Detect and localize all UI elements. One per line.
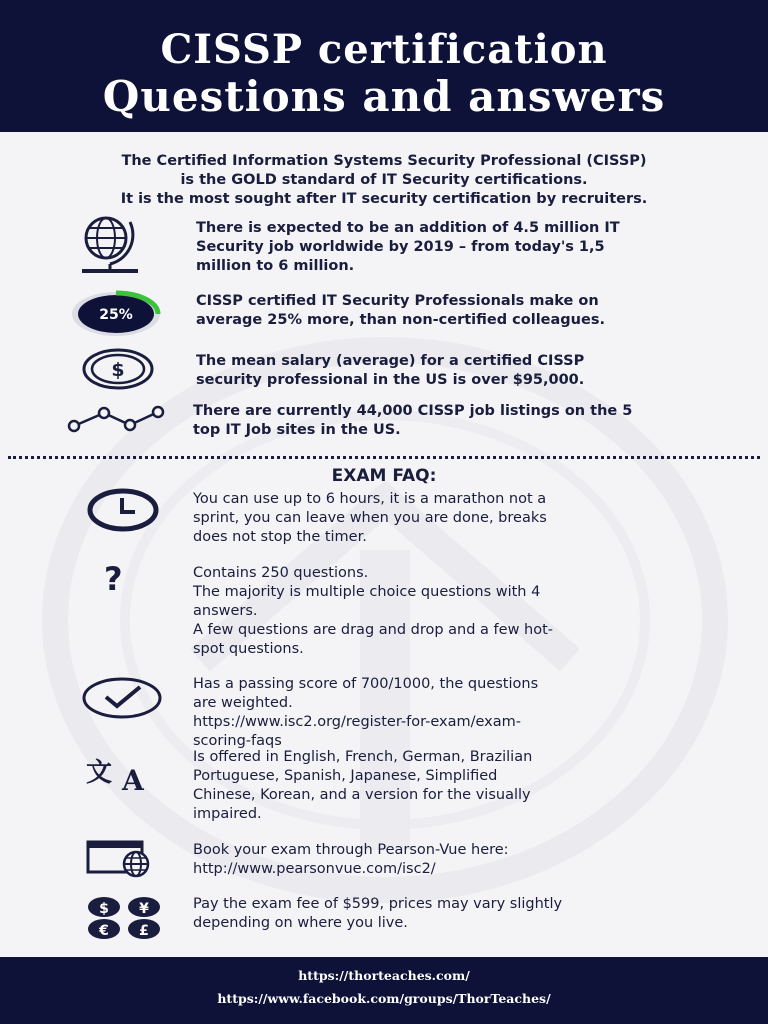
faq-line: Chinese, Korean, and a version for the visually [193, 787, 531, 803]
faq-line: http://www.pearsonvue.com/isc2/ [193, 861, 436, 877]
faq-line: Is offered in English, French, German, Brazilian [193, 749, 533, 765]
faq-line: Pay the exam fee of $599, prices may vary slightly [193, 896, 563, 912]
faq-line: impaired. [193, 806, 262, 822]
stat-line: CISSP certified IT Security Professionals make on [196, 293, 599, 309]
web-booking-icon [84, 838, 156, 880]
stat-line: Security job worldwide by 2019 – from today's 1,5 [196, 239, 605, 255]
gauge-label: 25% [99, 307, 133, 323]
footer-banner [0, 957, 768, 1024]
faq-line: Contains 250 questions. [193, 565, 369, 581]
clock-icon [86, 487, 160, 533]
translate-glyph-source: 文 [86, 758, 113, 788]
faq-languages [193, 748, 532, 824]
stat-salary-premium [196, 292, 605, 330]
header-banner [0, 0, 768, 132]
yen-glyph: ¥ [139, 901, 149, 917]
faq-line: You can use up to 6 hours, it is a marathon not a [193, 491, 547, 507]
dollar-coin-icon [81, 347, 155, 391]
dollar-glyph: $ [111, 359, 125, 381]
stat-line: There are currently 44,000 CISSP job listings on the 5 [193, 403, 633, 419]
stat-line: security professional in the US is over $95,000. [196, 372, 585, 388]
stat-jobs-growth [196, 219, 620, 276]
exam-faq-heading: EXAM FAQ: [331, 466, 437, 486]
question-mark-icon: ? [104, 560, 123, 598]
intro-line: is the GOLD standard of IT Security certifications. [180, 172, 588, 188]
percentage-gauge-icon [70, 289, 162, 339]
intro-text [0, 152, 768, 209]
faq-line: are weighted. [193, 695, 293, 711]
stat-mean-salary [196, 352, 584, 390]
faq-exam-duration [193, 490, 547, 547]
faq-line: sprint, you can leave when you are done, breaks [193, 510, 547, 526]
faq-line: Has a passing score of 700/1000, the questions [193, 676, 539, 692]
pound-glyph: £ [139, 923, 149, 939]
faq-line: Book your exam through Pearson-Vue here: [193, 842, 509, 858]
translate-icon [86, 752, 166, 796]
page-title-line2: Questions and answers [102, 72, 666, 121]
stat-line: top IT Job sites in the US. [193, 422, 401, 438]
stat-line: average 25% more, than non-certified colleagues. [196, 312, 605, 328]
dollar-glyph: $ [99, 901, 109, 917]
globe-icon [70, 214, 156, 276]
faq-line: scoring-faqs [193, 733, 282, 749]
currencies-icon [84, 894, 164, 942]
footer-link-thorteaches[interactable]: https://thorteaches.com/ [298, 968, 470, 983]
faq-line: does not stop the timer. [193, 529, 367, 545]
intro-line: The Certified Information Systems Security Professional (CISSP) [121, 153, 647, 169]
stat-line: million to 6 million. [196, 258, 355, 274]
faq-line: A few questions are drag and drop and a few hot- [193, 622, 554, 638]
faq-line: spot questions. [193, 641, 304, 657]
faq-line: depending on where you live. [193, 915, 408, 931]
stat-job-listings [193, 402, 632, 440]
intro-line: It is the most sought after IT security certification by recruiters. [120, 191, 648, 207]
translate-glyph-target: A [122, 764, 144, 797]
faq-booking [193, 841, 509, 879]
checkmark-icon [80, 675, 164, 721]
faq-line: Portuguese, Spanish, Japanese, Simplified [193, 768, 498, 784]
faq-line: https://www.isc2.org/register-for-exam/exam- [193, 714, 521, 730]
trend-line-icon [66, 404, 168, 434]
page-title-line1: CISSP certification [160, 26, 608, 73]
stat-line: The mean salary (average) for a certified CISSP [196, 353, 585, 369]
footer-link-facebook-group[interactable]: https://www.facebook.com/groups/ThorTeaches/ [217, 991, 551, 1006]
dotted-divider [8, 456, 760, 459]
faq-passing-score [193, 675, 538, 751]
stat-line: There is expected to be an addition of 4.5 million IT [196, 220, 620, 236]
euro-glyph: € [99, 923, 109, 939]
faq-line: answers. [193, 603, 258, 619]
faq-question-count [193, 564, 553, 659]
faq-exam-fee [193, 895, 562, 933]
faq-line: The majority is multiple choice questions with 4 [193, 584, 541, 600]
